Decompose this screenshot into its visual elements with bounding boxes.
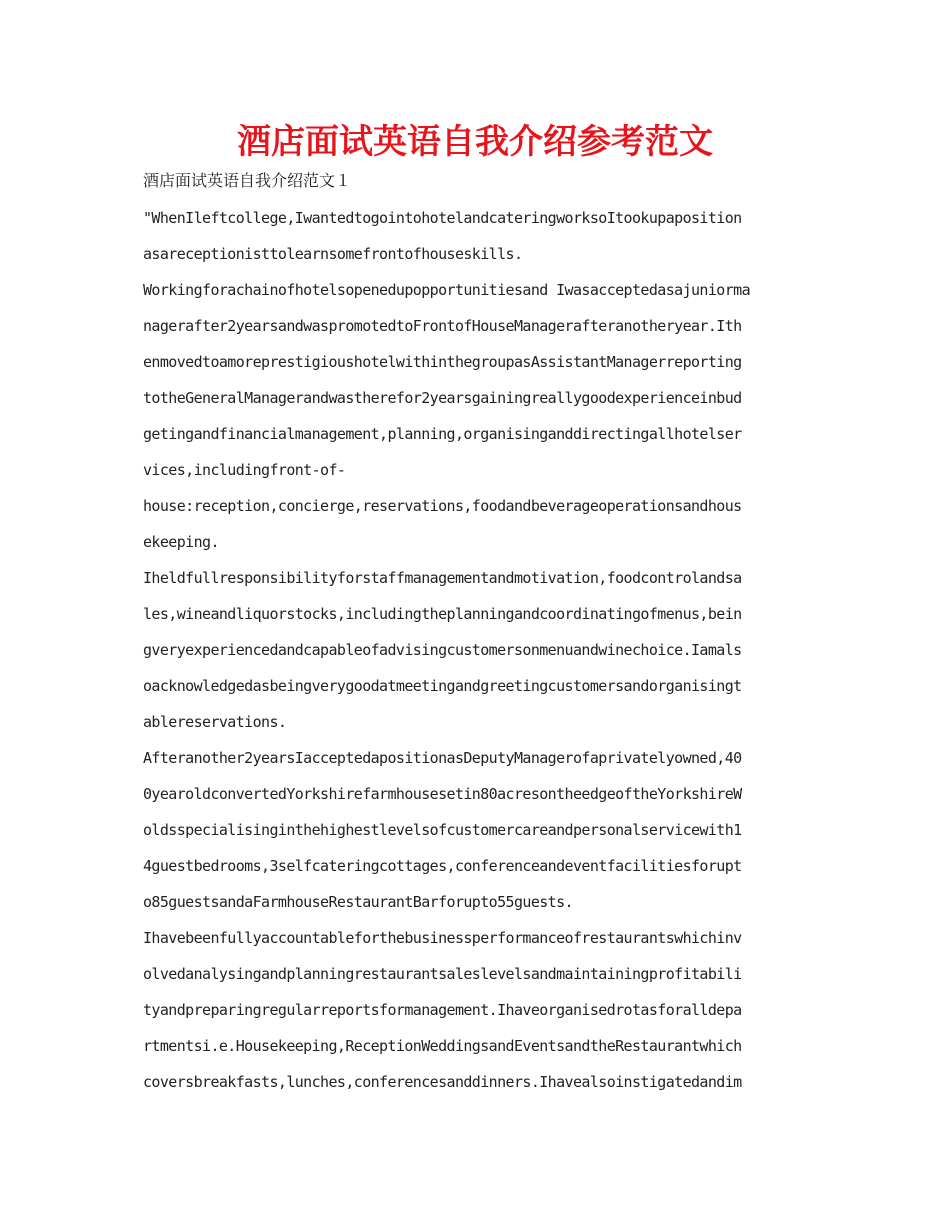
body-line: olvedanalysingandplanningrestaurantsaleslevelsandmaintainingprofitabili [143,965,742,983]
body-line: tyandpreparingregularreportsformanagement.Ihaveorganisedrotasforalldepa [143,1001,742,1019]
body-line: rtmentsi.e.Housekeeping,ReceptionWeddingsandEventsandtheRestaurantwhich [143,1037,742,1055]
document-body [143,200,823,1100]
document-subtitle: 酒店面试英语自我介绍范文１ [143,171,352,190]
body-line: Ihavebeenfullyaccountableforthebusinessperformanceofrestaurantswhichinv [143,929,742,947]
body-line: Afteranother2yearsIacceptedapositionasDeputyManagerofaprivatelyowned,40 [143,749,742,767]
body-line: nagerafter2yearsandwaspromotedtoFrontofHouseManagerafteranotheryear.Ith [143,317,742,335]
body-line: o85guestsandaFarmhouseRestaurantBarforupto55guests. [143,893,573,911]
body-line: Workingforachainofhotelsopenedupopportunitiesand Iwasacceptedasajuniorma [143,281,751,299]
body-line: totheGeneralManagerandwastherefor2yearsgainingreallygoodexperienceinbud [143,389,742,407]
body-line: les,wineandliquorstocks,includingtheplanningandcoordinatingofmenus,bein [143,605,742,623]
body-line: ekeeping. [143,533,219,551]
body-line: gveryexperiencedandcapableofadvisingcustomersonmenuandwinechoice.Iamals [143,641,742,659]
body-line: asareceptionisttolearnsomefrontofhouseskills. [143,245,523,263]
body-line: Iheldfullresponsibilityforstaffmanagementandmotivation,foodcontrolandsa [143,569,742,587]
body-line: coversbreakfasts,lunches,conferencesanddinners.Ihavealsoinstigatedandim [143,1073,742,1091]
document-title: 酒店面试英语自我介绍参考范文 [237,122,713,162]
body-line: house:reception,concierge,reservations,foodandbeverageoperationsandhous [143,497,742,515]
body-line: enmovedtoamoreprestigioushotelwithinthegroupasAssistantManagerreporting [143,353,742,371]
body-line: "WhenIleftcollege,IwantedtogointohotelandcateringworksoItookupaposition [143,209,742,227]
body-line: oldsspecialisinginthehighestlevelsofcustomercareandpersonalservicewith1 [143,821,742,839]
body-line: vices,includingfront-of- [143,461,346,479]
body-line: ablereservations. [143,713,287,731]
body-line: 0yearoldconvertedYorkshirefarmhousesetin80acresontheedgeoftheYorkshireW [143,785,742,803]
body-line: 4guestbedrooms,3selfcateringcottages,conferenceandeventfacilitiesforupt [143,857,742,875]
body-line: getingandfinancialmanagement,planning,organisinganddirectingallhotelser [143,425,742,443]
body-line: oacknowledgedasbeingverygoodatmeetingandgreetingcustomersandorganisingt [143,677,742,695]
